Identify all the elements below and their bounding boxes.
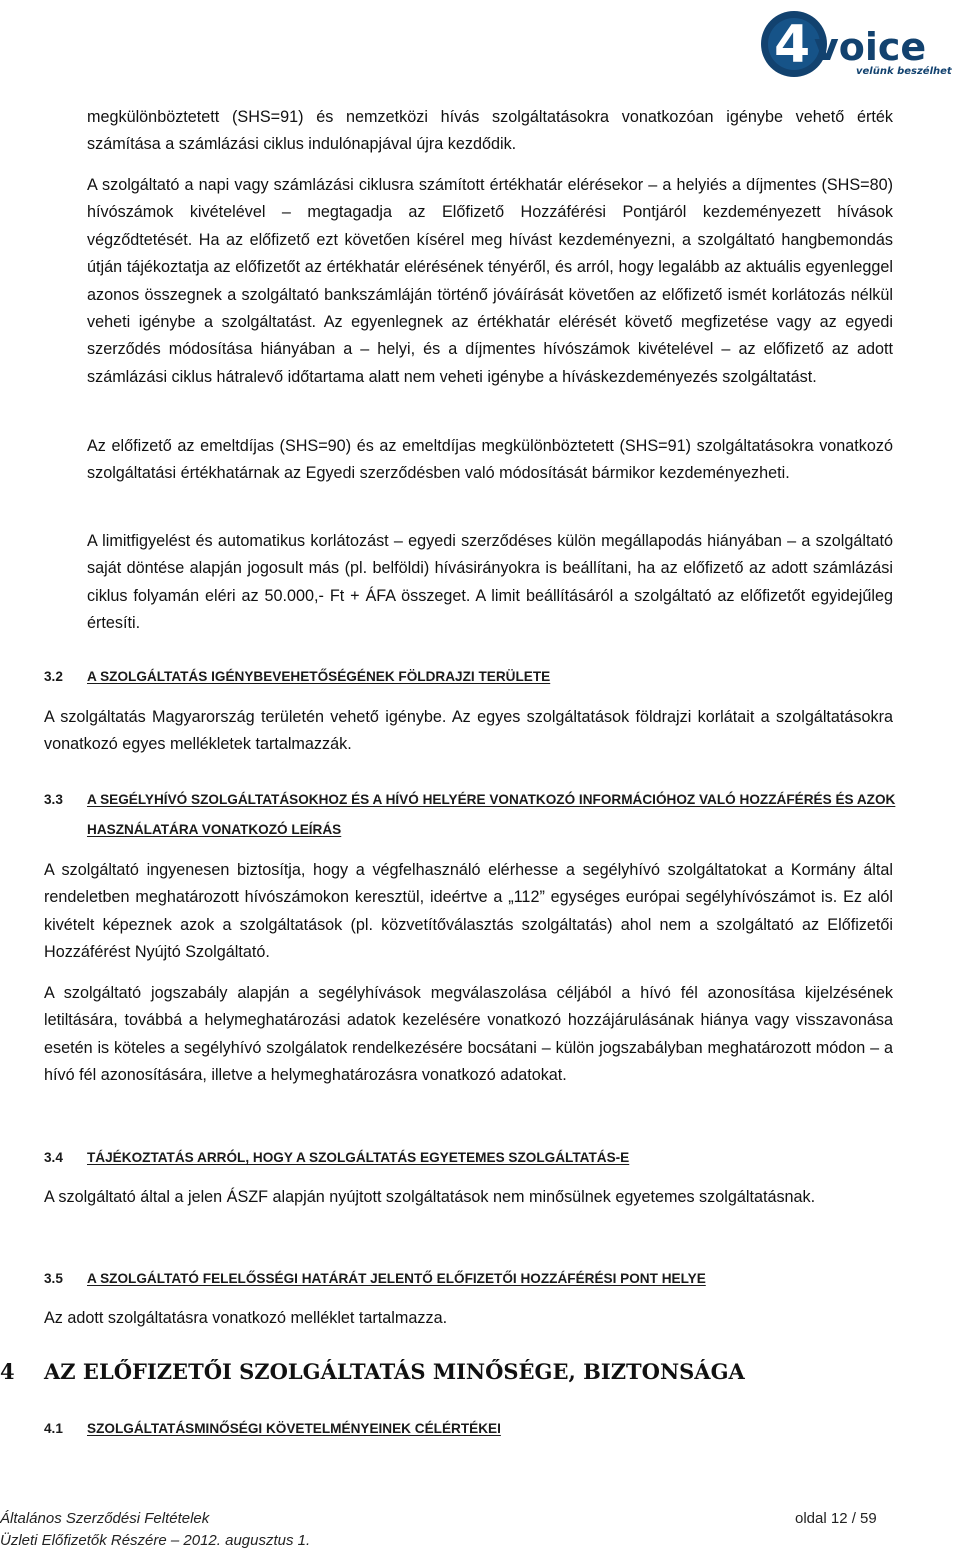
paragraph-limit-restart: megkülönböztetett (SHS=91) és nemzetközi hívás szolgáltatásokra vonatkozóan igénybe vehető érték számítása a számlázási ciklus indulónapjával újra kezdődik. <box>87 108 893 154</box>
logo-brand-text: voice <box>814 25 927 69</box>
section-title: SZOLGÁLTATÁSMINŐSÉGI KÖVETELMÉNYEINEK CÉLÉRTÉKEI <box>87 1421 501 1436</box>
section-number: 3.5 <box>44 1271 63 1286</box>
section-heading-3-2 <box>44 662 904 692</box>
section-3-4-text: A szolgáltató által a jelen ÁSZF alapján nyújtott szolgáltatások nem minősülnek egyetemes szolgáltatásnak. <box>44 1188 816 1206</box>
paragraph-premium-limit: Az előfizető az emeltdíjas (SHS=90) és az emeltdíjas megkülönböztetett (SHS=91) szolgáltatásokra vonatkozó szolgáltatási értékhatárnak az Egyedi szerződésben való módosítását bármikor kezdeményezheti. <box>87 437 893 483</box>
chapter-number: 4 <box>0 1359 15 1384</box>
footer-page-number: oldal 12 / 59 <box>795 1510 877 1527</box>
section-title: A SZOLGÁLTATÓ FELELŐSSÉGI HATÁRÁT JELENTŐ ELŐFIZETŐI HOZZÁFÉRÉSI PONT HELYE <box>87 1271 706 1286</box>
section-number: 3.3 <box>44 792 63 807</box>
section-title: TÁJÉKOZTATÁS ARRÓL, HOGY A SZOLGÁLTATÁS EGYETEMES SZOLGÁLTATÁS-E <box>87 1150 630 1165</box>
section-3-5-text: Az adott szolgáltatásra vonatkozó melléklet tartalmazza. <box>44 1309 448 1327</box>
section-heading-3-5 <box>44 1264 904 1294</box>
paragraph-auto-limit: A limitfigyelést és automatikus korlátozást – egyedi szerződéses külön megállapodás hiányában – a szolgáltató saját döntése alapján jogosult más (pl. belföldi) hívásirányokra is beállítani, ha az előfizető az adott számlázási ciklus folyamán eléri az 50.000,- Ft + ÁFA összeget. A limit beállításáról a szolgáltató az előfizetőt egyidejűleg értesíti. <box>87 532 893 633</box>
section-heading-4-1 <box>44 1414 904 1444</box>
chapter-title: AZ ELŐFIZETŐI SZOLGÁLTATÁS MINŐSÉGE, BIZTONSÁGA <box>44 1359 745 1384</box>
chapter-heading-4 <box>0 1352 900 1392</box>
section-title: A SZOLGÁLTATÁS IGÉNYBEVEHETŐSÉGÉNEK FÖLDRAJZI TERÜLETE <box>87 669 551 684</box>
footer-document-title: Általános Szerződési Feltételek <box>0 1510 210 1527</box>
section-heading-3-4 <box>44 1143 904 1173</box>
section-number: 4.1 <box>44 1421 63 1436</box>
company-logo <box>758 6 958 82</box>
logo-four: 4 <box>774 15 811 75</box>
section-3-2-text: A szolgáltatás Magyarország területén vehető igénybe. Az egyes szolgáltatások földrajzi korlátait a szolgáltatásokra vonatkozó egyes mellékletek tartalmazzák. <box>44 708 893 754</box>
section-number: 3.4 <box>44 1150 63 1165</box>
section-3-3-text-2: A szolgáltató jogszabály alapján a segélyhívások megválaszolása céljából a hívó fél azonosítása kijelzésének letiltására, továbbá a helymeghatározási adatok kezelésére vonatkozó hozzájárulásának hiánya vagy visszavonása esetén is köteles a segélyhívó szolgálatok rendelkezésére bocsátani – külön jogszabályban meghatározott módon – a hívó fél azonosítására, illetve a helymeghatározásra vonatkozó adatokat. <box>44 984 893 1085</box>
logo-slogan: velünk beszélhet <box>856 66 952 77</box>
section-title: A SEGÉLYHÍVÓ SZOLGÁLTATÁSOKHOZ ÉS A HÍVÓ HELYÉRE VONATKOZÓ INFORMÁCIÓHOZ VALÓ HOZZÁFÉRÉS ÉS AZOK HASZNÁLATÁRA VONATKOZÓ LEÍRÁS <box>87 792 896 837</box>
section-3-3-text-1: A szolgáltató ingyenesen biztosítja, hogy a végfelhasználó elérhesse a segélyhívó szolgáltatokat a Kormány által rendeletben meghatározott hívószámokon keresztül, ideértve a „112” egységes európai segélyhívószámot is. Ez alól kivételt képeznek azok a szolgáltatások (pl. közvetítőválasztás szolgáltatás) ahol nem a szolgáltató az Előfizetői Hozzáférést Nyújtó Szolgáltató. <box>44 861 893 962</box>
section-number: 3.2 <box>44 669 63 684</box>
paragraph-limit-reached: A szolgáltató a napi vagy számlázási ciklusra számított értékhatár elérésekor – a helyiés a díjmentes (SHS=80) hívószámok kivételével – megtagadja az Előfizető Hozzáférési Pontjáról kezdeményezett hívások végződtetését. Ha az előfizető ezt követően kísérel meg hívást kezdeményezni, a szolgáltató hangbemondás útján tájékoztatja az előfizetőt az értékhatár elérésének tényéről, és arról, hogy legalább az aktuális egyenleggel azonos összegnek a szolgáltató bankszámláján történő jóváírását követően az előfizető ismét korlátozás nélkül veheti igénybe a szolgáltatást. Az egyenlegnek az értékhatár elérését követő megfizetése vagy az egyedi szerződés módosítása hiányában a – helyi, és a díjmentes hívószámok kivételével – az előfizető az adott számlázási ciklus hátralevő időtartama alatt nem veheti igénybe a híváskezdeményezés szolgáltatást. <box>87 176 893 386</box>
footer-document-subtitle: Üzleti Előfizetők Részére – 2012. augusztus 1. <box>0 1532 311 1549</box>
section-heading-3-3 <box>44 785 904 845</box>
page-footer <box>0 1506 960 1551</box>
